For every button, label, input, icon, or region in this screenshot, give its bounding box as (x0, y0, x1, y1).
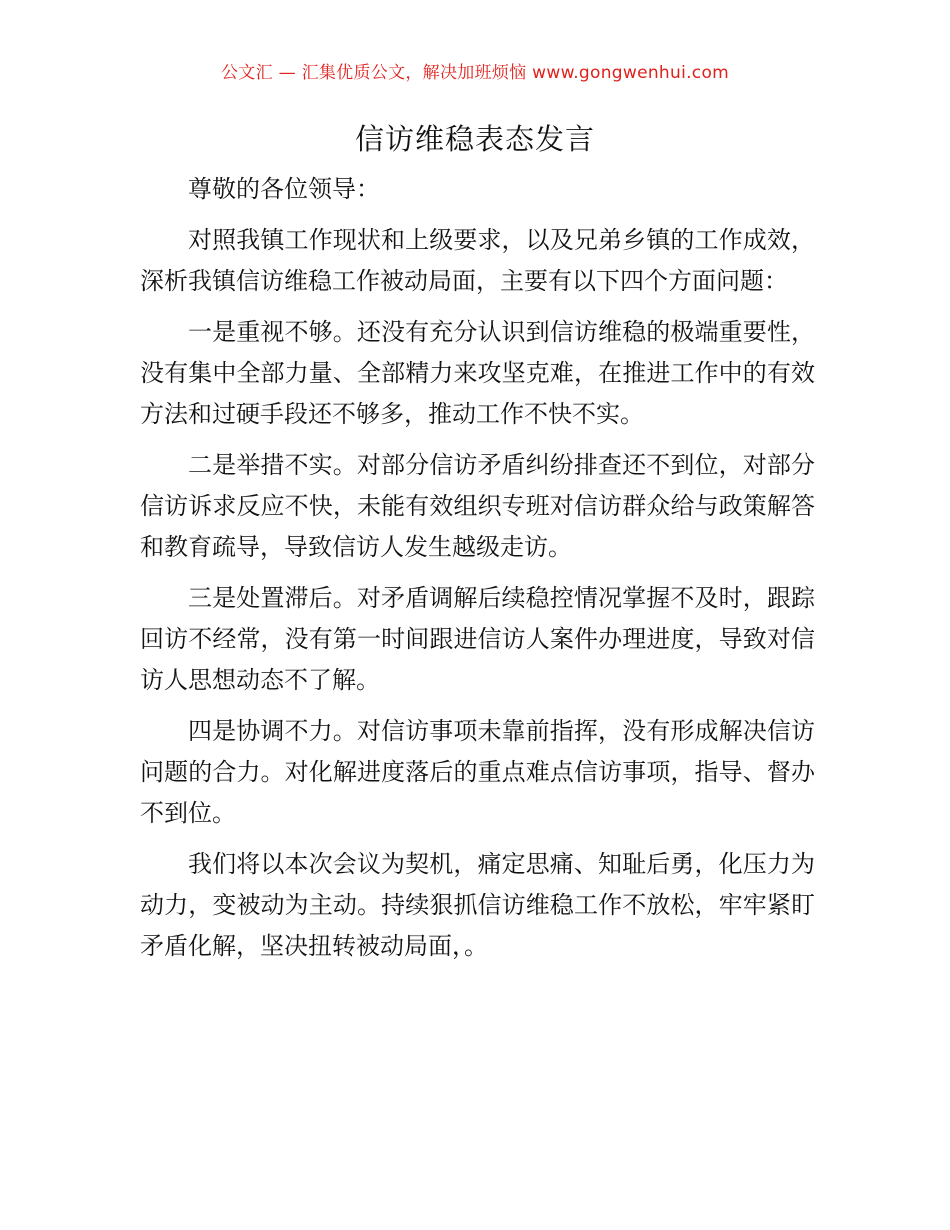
paragraph-point-1: 一是重视不够。还没有充分认识到信访维稳的极端重要性，没有集中全部力量、全部精力来攻坚克难，在推进工作中的有效方法和过硬手段还不够多，推动工作不快不实。 (140, 318, 815, 428)
paragraph-conclusion: 我们将以本次会议为契机，痛定思痛、知耻后勇，化压力为动力，变被动为主动。持续狠抓信访维稳工作不放松，牢牢紧盯矛盾化解，坚决扭转被动局面，。 (140, 850, 815, 960)
paragraph-point-2: 二是举措不实。对部分信访矛盾纠纷排查还不到位，对部分信访诉求反应不快，未能有效组织专班对信访群众给与政策解答和教育疏导，导致信访人发生越级走访。 (140, 451, 815, 561)
paragraph-point-3: 三是处置滞后。对矛盾调解后续稳控情况掌握不及时，跟踪回访不经常，没有第一时间跟进信访人案件办理进度，导致对信访人思想动态不了解。 (140, 584, 815, 694)
site-banner: 公文汇 — 汇集优质公文，解决加班烦恼 www.gongwenhui.com (220, 63, 730, 83)
salutation: 尊敬的各位领导： (188, 175, 380, 203)
paragraph-point-4: 四是协调不力。对信访事项未靠前指挥，没有形成解决信访问题的合力。对化解进度落后的重点难点信访事项，指导、督办不到位。 (140, 717, 815, 827)
document-title: 信访维稳表态发言 (354, 122, 595, 156)
paragraph-intro: 对照我镇工作现状和上级要求，以及兄弟乡镇的工作成效，深析我镇信访维稳工作被动局面，主要有以下四个方面问题： (140, 226, 815, 295)
document-body (140, 169, 815, 977)
